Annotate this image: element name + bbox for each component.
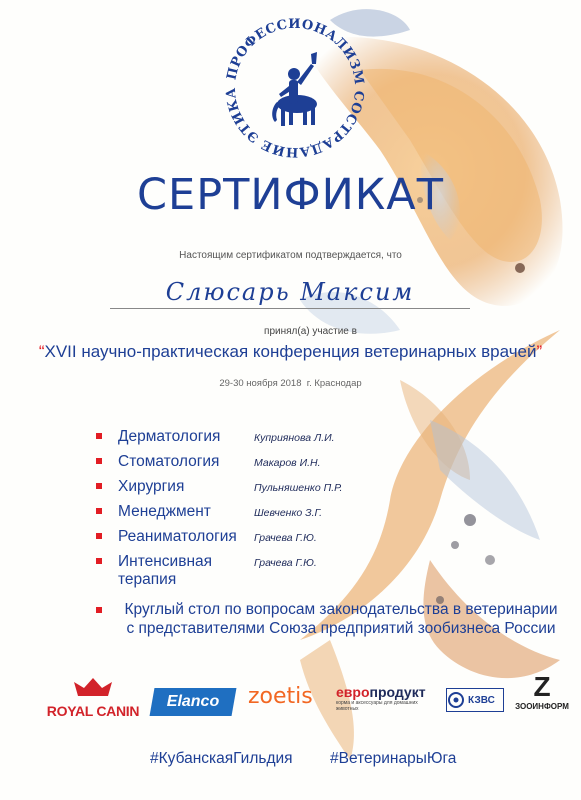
topic-lecturer: Шевченко З.Г.: [254, 507, 323, 519]
topics-list: [96, 428, 566, 599]
topic-lecturer: Макаров И.Н.: [254, 457, 321, 469]
topic-lecturer: Куприянова Л.И.: [254, 432, 335, 444]
centaur-icon: [272, 52, 317, 126]
seal-emblem: [215, 8, 375, 168]
topic-name: Реаниматология: [118, 528, 237, 545]
topic-name-line2: терапия: [118, 571, 177, 588]
evroprodukt-logo: [336, 684, 436, 712]
topic-item: [96, 503, 566, 528]
elanco-logo: [150, 688, 237, 716]
open-quote: “: [38, 342, 45, 361]
topic-lecturer: Пульняшенко П.Р.: [254, 482, 343, 494]
topic-name: [118, 553, 212, 589]
kzvs-emblem-icon: [447, 691, 465, 709]
conference-name: XVII научно-практическая конференция ветеринарных врачей: [44, 342, 537, 361]
crown-icon: [38, 676, 148, 698]
round-table-text: [106, 600, 576, 638]
certificate-title: СЕРТИФИКАТ: [137, 170, 444, 220]
zoetis-text: zoetis: [248, 684, 313, 709]
close-quote: ”: [536, 342, 543, 361]
topic-lecturer: Грачева Г.Ю.: [254, 557, 317, 569]
sponsor-logos: [0, 670, 581, 730]
hashtag-right: #ВетеринарыЮга: [330, 750, 457, 767]
seal-text: ПРОФЕССИОНАЛИЗМ СОСТРАДАНИЕ ЭТИКА: [223, 16, 367, 160]
evroprodukt-part-b: продукт: [369, 684, 426, 700]
conference-dates: 29-30 ноября 2018: [219, 378, 302, 389]
zoetis-logo: [248, 684, 328, 709]
hashtag-left: #КубанскаяГильдия: [150, 750, 293, 767]
topic-name: Хирургия: [118, 478, 185, 495]
bullet-icon: [96, 558, 102, 564]
conference-title: [0, 342, 581, 362]
bullet-icon: [96, 607, 102, 613]
kzvs-logo: [446, 688, 504, 712]
royal-canin-logo: [38, 676, 148, 719]
conference-city: г. Краснодар: [306, 378, 362, 389]
evroprodukt-name: [336, 684, 436, 700]
confirm-text: Настоящим сертификатом подтверждается, что: [179, 250, 402, 261]
zooinform-logo: [510, 672, 574, 711]
topic-name: Менеджмент: [118, 503, 211, 520]
bullet-icon: [96, 433, 102, 439]
topic-item: [96, 553, 566, 599]
topic-name: Стоматология: [118, 453, 220, 470]
bullet-icon: [96, 483, 102, 489]
topic-name: Дерматология: [118, 428, 221, 445]
topic-item: [96, 528, 566, 553]
bullet-icon: [96, 508, 102, 514]
topic-item: [96, 478, 566, 503]
conference-date-place: [0, 378, 581, 389]
topic-item: [96, 428, 566, 453]
zooinform-text: ЗООИНФОРМ: [515, 702, 569, 711]
round-table-line1: Круглый стол по вопросам законодательства в ветеринарии: [124, 601, 558, 618]
evroprodukt-tagline: корма и аксессуары для домашних животных: [336, 700, 418, 712]
elanco-text: Elanco: [166, 693, 220, 710]
evroprodukt-part-a: евро: [336, 684, 370, 700]
kzvs-text: КЗВС: [468, 694, 495, 706]
topic-item: [96, 453, 566, 478]
recipient-name: Слюсарь Максим: [110, 278, 470, 309]
royal-canin-text: ROYAL CANIN: [46, 703, 140, 719]
zooinform-mark-icon: Z: [533, 671, 551, 702]
bullet-icon: [96, 458, 102, 464]
round-table-line2: с представителями Союза предприятий зообизнеса России: [126, 620, 556, 637]
bullet-icon: [96, 533, 102, 539]
participated-text: принял(а) участие в: [264, 326, 357, 337]
topic-name-line1: Интенсивная: [118, 553, 213, 570]
topic-lecturer: Грачева Г.Ю.: [254, 532, 317, 544]
